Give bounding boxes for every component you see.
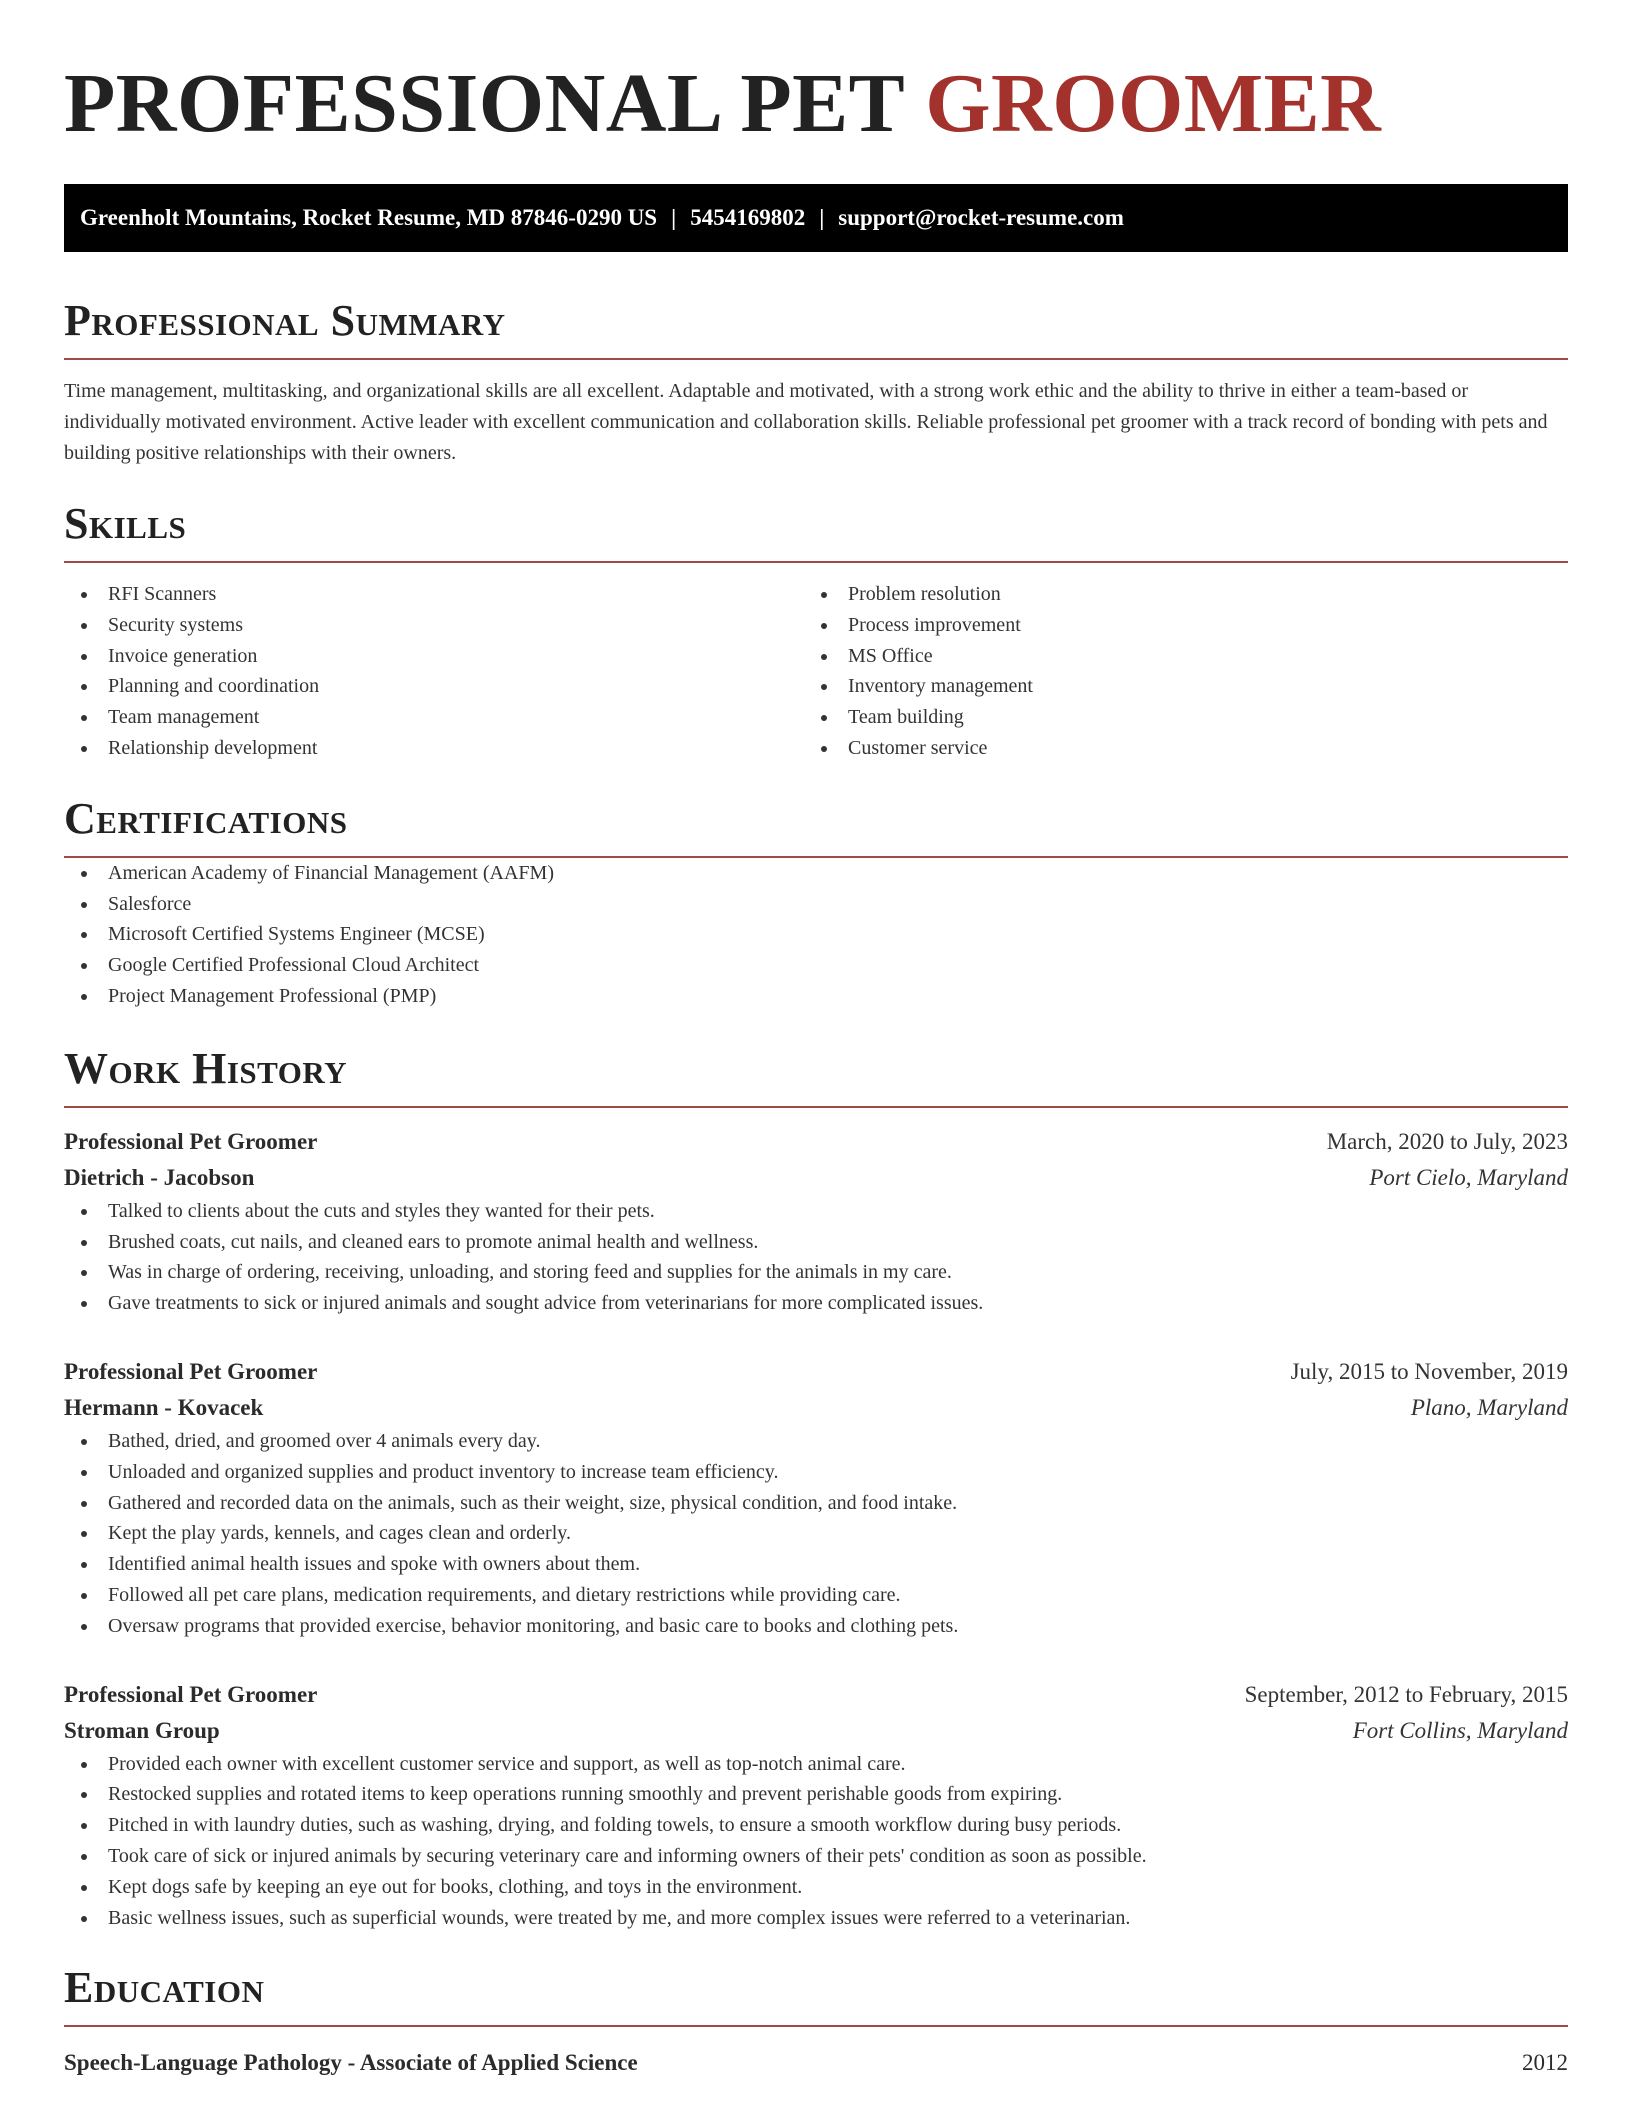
job-dates: March, 2020 to July, 2023	[1326, 1128, 1568, 1154]
skill-item: Customer service	[804, 733, 1544, 764]
certification-item: Microsoft Certified Systems Engineer (MCSE)	[64, 919, 1568, 950]
job-duty-item: Pitched in with laundry duties, such as washing, drying, and folding towels, to ensure a smooth workflow during busy periods.	[64, 1810, 1568, 1841]
job-company: Hermann - Kovacek	[64, 1394, 264, 1420]
job-header-row	[64, 1354, 1568, 1390]
job-duty-item: Followed all pet care plans, medication requirements, and dietary restrictions while providing care.	[64, 1580, 1568, 1611]
education-entry	[64, 2045, 1568, 2081]
certification-item: Google Certified Professional Cloud Architect	[64, 950, 1568, 981]
job-duty-item: Basic wellness issues, such as superficial wounds, were treated by me, and more complex issues were referred to a veterinarian.	[64, 1903, 1568, 1934]
section-divider	[64, 2025, 1568, 2027]
job-duty-item: Oversaw programs that provided exercise, behavior monitoring, and basic care to books and clothing pets.	[64, 1611, 1568, 1642]
certification-item: American Academy of Financial Management (AAFM)	[64, 858, 1568, 889]
education-degree: Speech-Language Pathology - Associate of Applied Science	[64, 2050, 638, 2076]
job-duty-item: Bathed, dried, and groomed over 4 animals every day.	[64, 1426, 1568, 1457]
certifications-section	[64, 794, 1568, 1012]
summary-section	[64, 296, 1568, 469]
section-divider	[64, 1106, 1568, 1108]
name-accent: GROOMER	[925, 57, 1382, 150]
contact-address: Greenholt Mountains, Rocket Resume, MD 87846-0290 US	[80, 205, 658, 230]
job-duty-item: Identified animal health issues and spoke with owners about them.	[64, 1549, 1568, 1580]
job-duty-item: Kept the play yards, kennels, and cages clean and orderly.	[64, 1518, 1568, 1549]
job-title: Professional Pet Groomer	[64, 1681, 318, 1707]
job-dates: September, 2012 to February, 2015	[1244, 1681, 1568, 1707]
skill-item: RFI Scanners	[64, 579, 804, 610]
section-title-work-history: Work History	[64, 1043, 348, 1093]
contact-bar	[64, 184, 1568, 252]
job-entry	[64, 1124, 1568, 1319]
section-title-skills: Skills	[64, 499, 187, 548]
skills-column-right	[804, 579, 1544, 764]
education-section	[64, 1963, 1568, 2081]
job-duty-item: Brushed coats, cut nails, and cleaned ears to promote animal health and wellness.	[64, 1227, 1568, 1258]
skills-list-left	[64, 579, 804, 764]
job-duties-list	[64, 1749, 1568, 1934]
job-company-row	[64, 1713, 1568, 1749]
section-divider	[64, 358, 1568, 360]
job-company: Stroman Group	[64, 1717, 220, 1743]
section-title-education: Education	[64, 1963, 265, 2013]
resume-page	[64, 0, 1568, 2081]
resume-name	[64, 0, 1568, 150]
skill-item: Process improvement	[804, 610, 1544, 641]
job-location: Plano, Maryland	[1410, 1394, 1568, 1420]
job-duty-item: Restocked supplies and rotated items to keep operations running smoothly and prevent perishable goods from expiring.	[64, 1779, 1568, 1810]
job-duties-list	[64, 1426, 1568, 1642]
job-duty-item: Took care of sick or injured animals by securing veterinary care and informing owners of their pets' condition as soon as possible.	[64, 1841, 1568, 1872]
section-title-certifications: Certifications	[64, 793, 348, 843]
section-title-summary: Professional Summary	[64, 296, 506, 345]
job-duties-list	[64, 1196, 1568, 1319]
skills-section	[64, 499, 1568, 764]
job-duty-item: Kept dogs safe by keeping an eye out for books, clothing, and toys in the environment.	[64, 1872, 1568, 1903]
summary-text: Time management, multitasking, and organizational skills are all excellent. Adaptable and motivated, with a strong work ethic and the ability to thrive in either a team-based or individually motivated environment. Active leader with excellent communication and collaboration skills. Reliable professional pet groomer with a track record of bonding with pets and building positive relationships with their owners.	[64, 380, 1548, 464]
job-duty-item: Was in charge of ordering, receiving, unloading, and storing feed and supplies for the animals in my care.	[64, 1257, 1568, 1288]
job-company-row	[64, 1160, 1568, 1196]
contact-email[interactable]: support@rocket-resume.com	[838, 205, 1124, 230]
name-main: PROFESSIONAL PET	[64, 57, 904, 150]
skill-item: Security systems	[64, 610, 804, 641]
job-location: Port Cielo, Maryland	[1369, 1164, 1568, 1190]
certification-item: Salesforce	[64, 889, 1568, 920]
skill-item: Relationship development	[64, 733, 804, 764]
work-history-section	[64, 1044, 1568, 1934]
job-header-row	[64, 1124, 1568, 1160]
job-duty-item: Talked to clients about the cuts and styles they wanted for their pets.	[64, 1196, 1568, 1227]
skill-item: Planning and coordination	[64, 671, 804, 702]
job-duty-item: Gave treatments to sick or injured animals and sought advice from veterinarians for more complicated issues.	[64, 1288, 1568, 1319]
education-year: 2012	[1522, 2050, 1568, 2076]
skill-item: Team management	[64, 702, 804, 733]
contact-separator: |	[671, 205, 677, 230]
contact-phone[interactable]: 5454169802	[690, 205, 806, 230]
skill-item: Problem resolution	[804, 579, 1544, 610]
certification-item: Project Management Professional (PMP)	[64, 981, 1568, 1012]
skill-item: Inventory management	[804, 671, 1544, 702]
skill-item: Team building	[804, 702, 1544, 733]
job-company: Dietrich - Jacobson	[64, 1164, 255, 1190]
skill-item: MS Office	[804, 641, 1544, 672]
job-entry	[64, 1677, 1568, 1934]
job-header-row	[64, 1677, 1568, 1713]
job-title: Professional Pet Groomer	[64, 1358, 318, 1384]
certifications-list	[64, 858, 1568, 1012]
job-entry	[64, 1354, 1568, 1642]
job-duty-item: Unloaded and organized supplies and product inventory to increase team efficiency.	[64, 1457, 1568, 1488]
job-duty-item: Gathered and recorded data on the animals, such as their weight, size, physical condition, and food intake.	[64, 1488, 1568, 1519]
skills-grid	[64, 579, 1568, 764]
job-title: Professional Pet Groomer	[64, 1128, 318, 1154]
job-company-row	[64, 1390, 1568, 1426]
section-divider	[64, 561, 1568, 563]
job-dates: July, 2015 to November, 2019	[1290, 1358, 1568, 1384]
contact-separator: |	[819, 205, 825, 230]
job-duty-item: Provided each owner with excellent customer service and support, as well as top-notch animal care.	[64, 1749, 1568, 1780]
job-location: Fort Collins, Maryland	[1352, 1717, 1568, 1743]
skills-column-left	[64, 579, 804, 764]
skills-list-right	[804, 579, 1544, 764]
skill-item: Invoice generation	[64, 641, 804, 672]
